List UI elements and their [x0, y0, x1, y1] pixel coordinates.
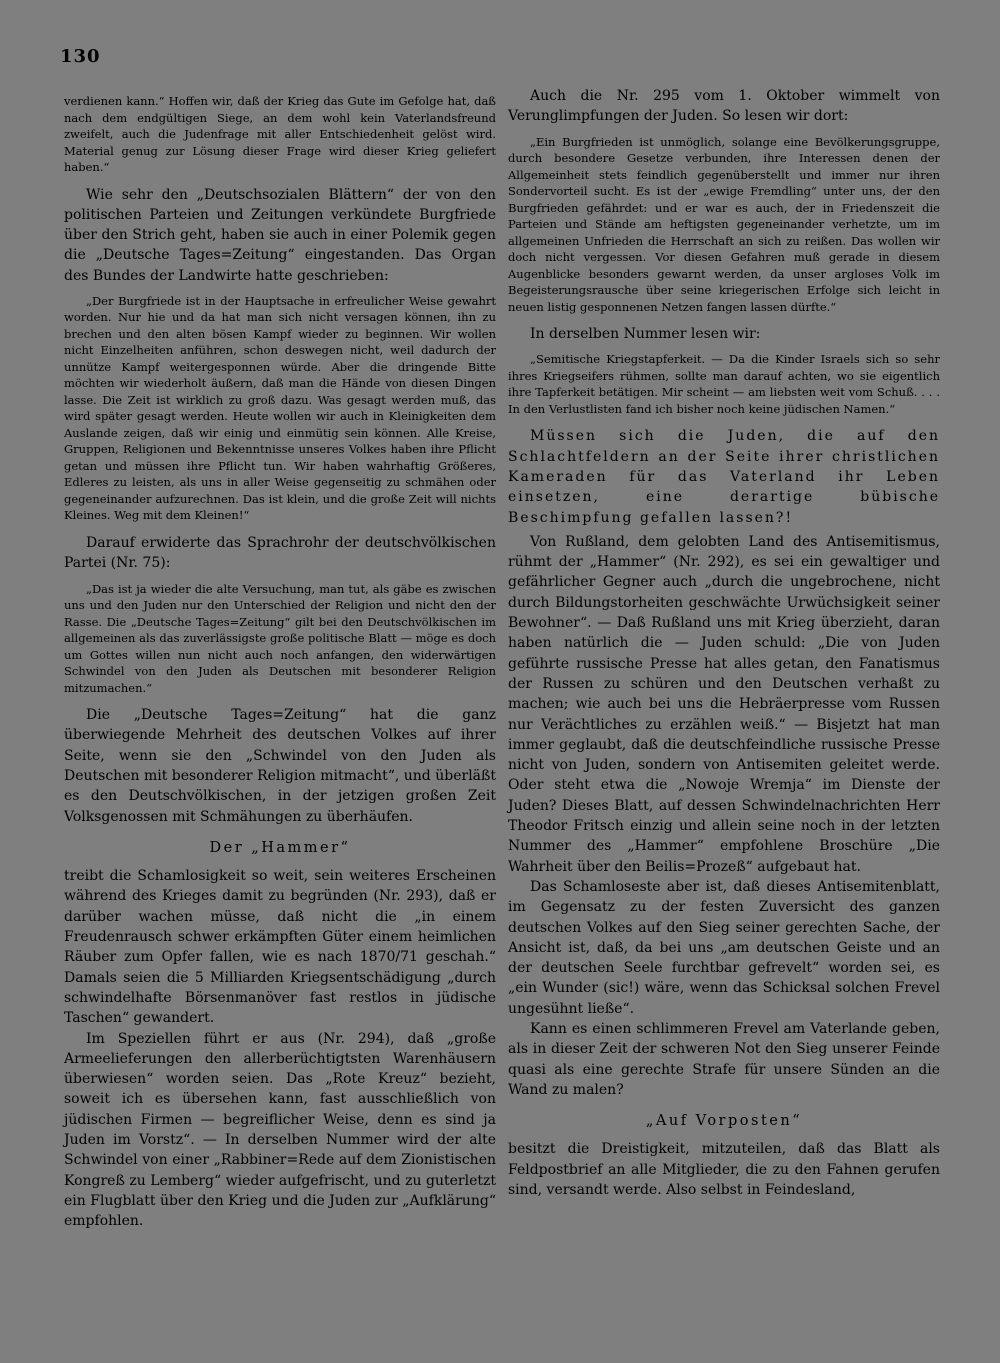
left-column [64, 86, 496, 1232]
section-heading: „Auf Vorposten“ [645, 1113, 803, 1130]
paragraph: In derselben Nummer lesen wir: [530, 326, 761, 343]
paragraph: Im Speziellen führt er aus (Nr. 294), daß „große Armeelieferungen den allerberüchtigtsten Warenhäusern überwiesen“ worden seien. Das „Rote Kreuz“ bezieht, soweit ich es übersehen kann, fast ausschließlich von jüdischen Firmen — begreiflicher Weise, denn es sind ja Juden im Vorstz“. — In derselben Nummer wird der alte Schwindel von einer „Rabbiner=Rede auf dem Zionistischen Kongreß zu Lemberg“ wieder aufgefrischt, und zu guterletzt ein Flugblatt über den Krieg und die Juden zur „Aufklärung“ empfohlen. [64, 1030, 496, 1230]
block-quote: verdienen kann.“ Hoffen wir, daß der Krieg das Gute im Gefolge hat, daß nach dem endgültigen Siege, an dem wohl kein Vaterlandsfreund zweifelt, auch die Judenfrage mit aller Entschiedenheit gelöst wird. Material genug zur Lösung dieser Frage wird dieser Krieg geliefert haben.“ [64, 94, 496, 174]
block-quote: „Das ist ja wieder die alte Versuchung, man tut, als gäbe es zwischen uns und den Juden nur den Unterschied der Religion und nicht den der Rasse. Die „Deutsche Tages=Zeitung“ gilt bei den Deutschvölkischen im allgemeinen als das zuverlässigste große politische Blatt — möge es doch um Gottes willen nun nicht auch noch anfangen, den widerwärtigen Schwindel von den Juden als Deutschen mit besonderer Religion mitzumachen.“ [64, 581, 496, 695]
emphasized-paragraph: Müssen sich die Juden, die auf den Schlachtfeldern an der Seite ihrer christlichen Kameraden für das Vaterland ihr Leben einsetzen, eine derartige bübische Beschimpfung gefallen lassen?! [508, 428, 940, 526]
right-column [508, 86, 940, 1200]
block-quote: „Der Burgfriede ist in der Hauptsache in erfreulicher Weise gewahrt worden. Nur hie und da hat man sich nicht versagen können, ihn zu brechen und den alten bösen Kampf wieder zu beginnen. Wir wollen nicht Einzelheiten anführen, schon deswegen nicht, weil dadurch der unnütze Kampf weitergesponnen würde. Aber die dringende Bitte möchten wir wiederholt äußern, daß man die Hände von diesen Dingen lasse. Die Zeit ist wirklich zu groß dazu. Was gesagt werden muß, das wird später gesagt werden. Heute wollen wir auch in Kleinigkeiten dem Auslande zeigen, daß wir einig und einmütig sein können. Alle Kreise, Gruppen, Religionen und Bekenntnisse unseres Volkes haben ihre Pflicht getan und müssen ihre Pflicht tun. Wir haben wahrhaftig Größeres, Edleres zu leisten, als uns in aller Weise gegenseitig zu schmähen oder gegeneinander aufzurechnen. Das ist klein, und die große Zeit will nichts Kleines. Weg mit dem Kleinen!“ [64, 293, 496, 523]
paragraph: Darauf erwiderte das Sprachrohr der deutschvölkischen Partei (Nr. 75): [64, 534, 496, 572]
section-heading: Der „Hammer“ [209, 839, 351, 856]
paragraph: Auch die Nr. 295 vom 1. Oktober wimmelt von Verunglimpfungen der Juden. So lesen wir dort: [508, 88, 940, 125]
paragraph: Kann es einen schlimmeren Frevel am Vaterlande geben, als in dieser Zeit der schweren Not den Sieg unserer Feinde quasi als eine gerechte Strafe für unsere Sünden an die Wand zu malen? [508, 1021, 940, 1098]
paragraph: treibt die Schamlosigkeit so weit, sein weiteres Erscheinen während des Krieges damit zu begründen (Nr. 293), daß er darüber wachen müsse, daß nicht die „in einem Freudenrausch schwer erkämpften Güter einem heimlichen Räuber zum Opfer fallen, wie es nach 1870/71 geschah.“ Damals seien die 5 Milliarden Kriegsentschädigung „durch schwindelhafte Börsenmanöver fast restlos in jüdische Taschen“ gewandert. [64, 868, 496, 1027]
paragraph: Wie sehr den „Deutschsozialen Blättern“ der von den politischen Parteien und Zeitungen verkündete Burgfriede über den Strich geht, haben sie auch in einer Polemik gegen die „Deutsche Tages=Zeitung“ eingestanden. Das Organ des Bundes der Landwirte hatte geschrieben: [64, 186, 496, 284]
paragraph: besitzt die Dreistigkeit, mitzuteilen, daß das Blatt als Feldpostbrief an alle Mitglieder, die zu den Fahnen gerufen sind, versandt werde. Also selbst in Feindesland, [508, 1141, 940, 1199]
page-number: 130 [60, 46, 101, 67]
paragraph: Das Schamloseste aber ist, daß dieses Antisemitenblatt, im Gegensatz zu der festen Zuversicht des ganzen deutschen Volkes auf den Sieg seiner gerechten Sache, der Ansicht ist, daß, da bei uns „am deutschen Geiste und an der deutschen Seele furchtbar gefrevelt“ worden sei, es „ein Wunder (sic!) wäre, wenn das Schicksal solchen Frevel ungesühnt ließe“. [508, 878, 940, 1017]
paragraph: Die „Deutsche Tages=Zeitung“ hat die ganz überwiegende Mehrheit des deutschen Volkes auf ihrer Seite, wenn sie den „Schwindel von den Juden als Deutschen mit besonderer Religion mitmacht“, und überläßt es den Deutschvölkischen, in der jetzigen großen Zeit Volksgenossen mit Schmähungen zu überhäufen. [64, 707, 496, 825]
block-quote: „Ein Burgfrieden ist unmöglich, solange eine Bevölkerungsgruppe, durch besondere Gesetze verbunden, ihre Interessen denen der Allgemeinheit stets feindlich gegenüberstellt und immer nur ihren Sondervorteil sucht. Es ist der „ewige Fremdling“ unter uns, der den Burgfrieden gefährdet: und er war es auch, der in Friedenszeit die Parteien und Stände am heftigsten gegeneinander verhetzte, um im allgemeinen Unfrieden die Herrschaft an sich zu reißen. Das wollen wir doch nicht vergessen. Vor diesen Gefahren muß gerade in diesem Augenblicke besonders gewarnt werden, da unser argloses Volk im Begeisterungsrausche über seine kriegerischen Erfolge sich leicht in neuen listig gesponnenen Netzen fangen lassen dürfte.“ [508, 134, 940, 314]
block-quote: „Semitische Kriegstapferkeit. — Da die Kinder Israels sich so sehr ihres Kriegseifers rühmen, sollte man darauf achten, wo sie eigentlich ihre Tapferkeit betätigen. Mir scheint — am liebsten weit vom Schuß. . . . In den Verlustlisten fand ich bisher noch keine jüdischen Namen.“ [508, 352, 940, 416]
paragraph: Von Rußland, dem gelobten Land des Antisemitismus, rühmt der „Hammer“ (Nr. 292), es sei ein gewaltiger und gefährlicher Gegner auch „durch die ungebrochene, nicht durch Bildungstorheiten geschwächte Urwüchsigkeit seiner Bewohner“. — Daß Rußland uns mit Krieg überzieht, daran haben natürlich die — Juden schuld: „Die von Juden geführte russische Presse hat alles getan, den Fanatismus der Russen zu schüren und den Deutschen verhaßt zu machen; wie auch bei uns die Hebräerpresse vom Russen nur Verächtliches zu erzählen weiß.“ — Bisjetzt hat man immer geglaubt, daß die deutschfeindliche russische Presse nicht von Juden, sondern von Antisemiten geleitet werde. Oder steht etwa die „Nowoje Wremja“ im Dienste der Juden? Dieses Blatt, auf dessen Schwindelnachrichten Herr Theodor Fritsch einzig und allein seine noch in der letzten Nummer des „Hammer“ empfohlene Broschüre „Die Wahrheit über den Beilis=Prozeß“ aufgebaut hat. [508, 533, 940, 875]
